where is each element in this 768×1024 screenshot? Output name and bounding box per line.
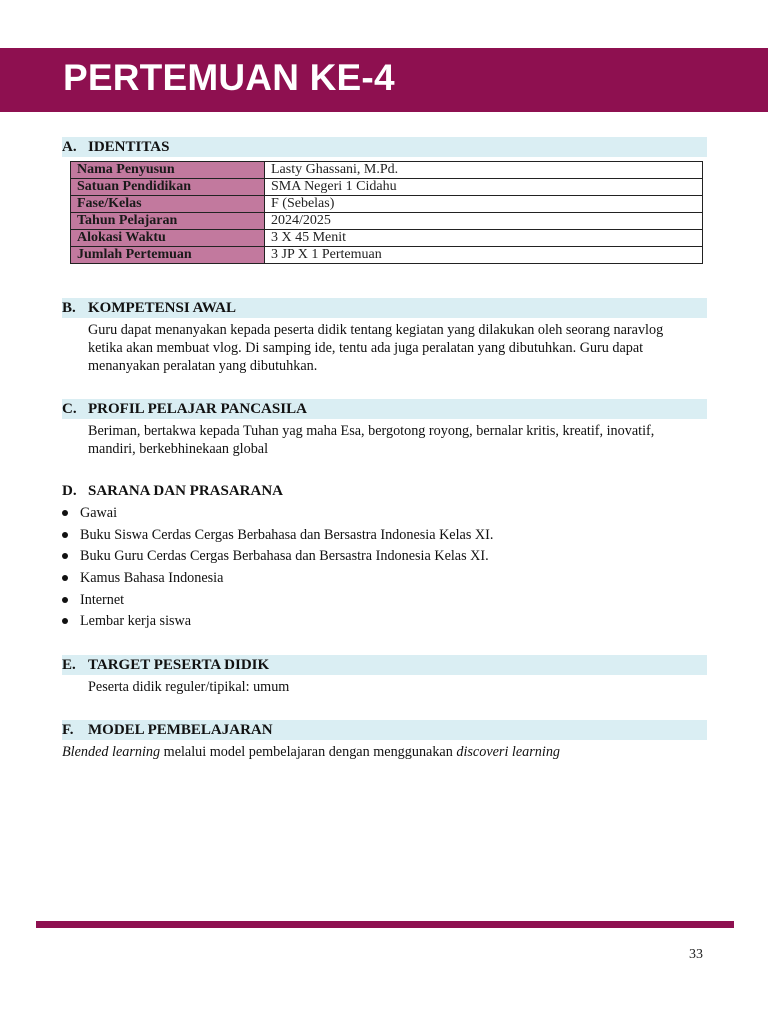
list-item xyxy=(62,612,493,634)
identity-value: 3 JP X 1 Pertemuan xyxy=(265,247,703,264)
table-row xyxy=(71,213,703,230)
section-letter: B. xyxy=(62,300,76,316)
section-letter: E. xyxy=(62,657,76,673)
section-heading-kompetensi-awal xyxy=(62,298,707,318)
list-item xyxy=(62,504,493,526)
profil-paragraph xyxy=(88,422,708,458)
identity-value: 3 X 45 Menit xyxy=(265,230,703,247)
identity-value: Lasty Ghassani, M.Pd. xyxy=(265,162,703,179)
table-row xyxy=(71,179,703,196)
section-title: PROFIL PELAJAR PANCASILA xyxy=(88,401,307,417)
table-row xyxy=(71,162,703,179)
identity-key: Alokasi Waktu xyxy=(71,230,265,247)
bullet-icon xyxy=(62,597,68,603)
sarana-list xyxy=(62,504,493,634)
list-item xyxy=(62,547,493,569)
page-number: 33 xyxy=(689,947,703,962)
section-title: SARANA DAN PRASARANA xyxy=(88,483,284,499)
footer-bar xyxy=(36,921,734,928)
bullet-icon xyxy=(62,575,68,581)
table-row xyxy=(71,230,703,247)
kompetensi-paragraph xyxy=(88,321,708,375)
section-letter: C. xyxy=(62,401,77,417)
section-heading-model xyxy=(62,720,707,740)
bullet-icon xyxy=(62,510,68,516)
section-title: MODEL PEMBELAJARAN xyxy=(88,722,273,738)
section-title: KOMPETENSI AWAL xyxy=(88,300,236,316)
text-line: ketika akan membuat vlog. Di samping ide, tentu ada juga peralatan yang dibutuhkan. Guru dapat xyxy=(88,340,644,356)
table-row xyxy=(71,247,703,264)
section-heading-target xyxy=(62,655,707,675)
identity-key: Nama Penyusun xyxy=(71,162,265,179)
list-item-text: Lembar kerja siswa xyxy=(80,613,192,630)
section-title: TARGET PESERTA DIDIK xyxy=(88,657,270,673)
list-item-text: Kamus Bahasa Indonesia xyxy=(80,570,224,587)
bullet-icon xyxy=(62,532,68,538)
page-title: PERTEMUAN KE-4 xyxy=(63,57,395,98)
list-item-text: Internet xyxy=(80,591,125,608)
model-term: discoveri learning xyxy=(456,744,561,760)
identity-key: Satuan Pendidikan xyxy=(71,179,265,196)
table-row xyxy=(71,196,703,213)
list-item-text: Buku Siswa Cerdas Cergas Berbahasa dan Bersastra Indonesia Kelas XI. xyxy=(80,526,494,543)
header-banner xyxy=(0,48,768,112)
section-title: IDENTITAS xyxy=(88,139,170,155)
list-item xyxy=(62,526,493,548)
bullet-icon xyxy=(62,553,68,559)
identity-key: Tahun Pelajaran xyxy=(71,213,265,230)
list-item-text: Buku Guru Cerdas Cergas Berbahasa dan Bersastra Indonesia Kelas XI. xyxy=(80,548,489,565)
text-line: Beriman, bertakwa kepada Tuhan yag maha Esa, bergotong royong, bernalar kritis, kreatif, inovatif, xyxy=(88,423,655,439)
text-line: Guru dapat menanyakan kepada peserta didik tentang kegiatan yang dilakukan oleh seorang naravlog xyxy=(88,322,664,338)
list-item xyxy=(62,591,493,613)
identity-value: F (Sebelas) xyxy=(265,196,703,213)
section-heading-sarana xyxy=(62,481,707,501)
list-item xyxy=(62,569,493,591)
identity-table xyxy=(70,161,703,264)
identity-value: SMA Negeri 1 Cidahu xyxy=(265,179,703,196)
text-line: menanyakan peralatan yang dibutuhkan. xyxy=(88,358,318,374)
section-heading-profil-pelajar xyxy=(62,399,707,419)
section-letter: A. xyxy=(62,139,77,155)
model-text: melalui model pembelajaran dengan menggunakan xyxy=(160,744,457,760)
list-item-text: Gawai xyxy=(80,505,118,521)
model-term: Blended learning xyxy=(62,744,161,760)
section-letter: F. xyxy=(62,722,74,738)
target-paragraph: Peserta didik reguler/tipikal: umum xyxy=(88,679,290,695)
section-heading-identitas xyxy=(62,137,707,157)
text-line: mandiri, berkebhinekaan global xyxy=(88,441,269,457)
identity-value: 2024/2025 xyxy=(265,213,703,230)
identity-key: Jumlah Pertemuan xyxy=(71,247,265,264)
bullet-icon xyxy=(62,618,68,624)
identity-key: Fase/Kelas xyxy=(71,196,265,213)
section-letter: D. xyxy=(62,483,77,499)
model-paragraph xyxy=(62,743,712,761)
